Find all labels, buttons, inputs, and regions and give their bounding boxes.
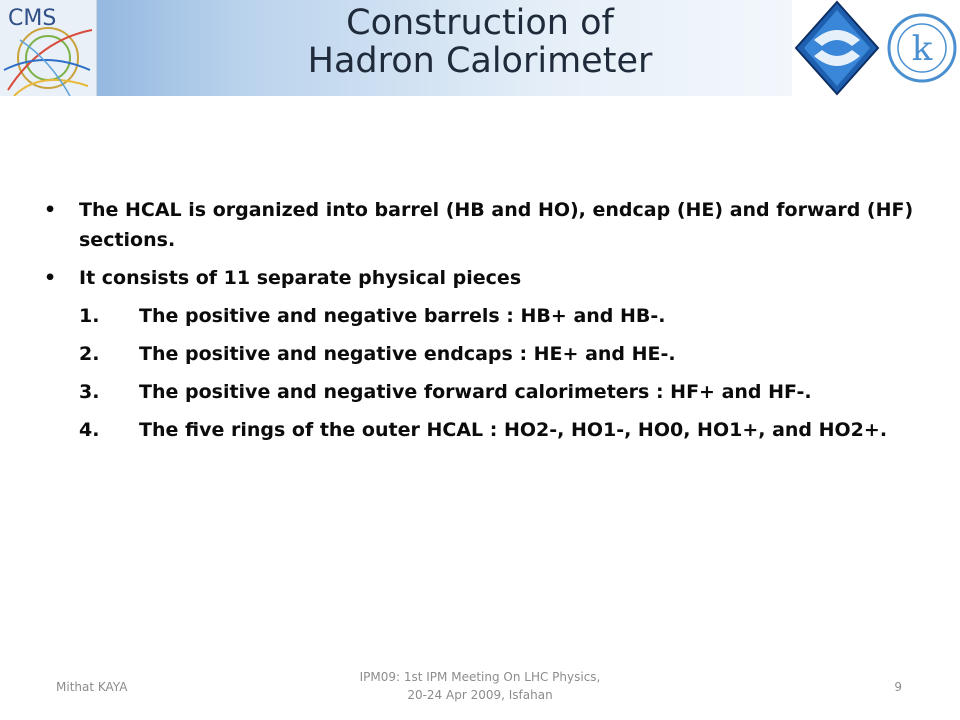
item-text: The positive and negative barrels : HB+ and HB-. (139, 305, 666, 327)
item-number: 3. (79, 381, 100, 403)
numbered-item (44, 415, 924, 445)
numbered-item (44, 339, 924, 369)
footer-page-number: 9 (894, 680, 902, 694)
university-seal-icon (886, 0, 958, 96)
item-text: The positive and negative endcaps : HE+ and HE-. (139, 343, 676, 365)
title-line-1: Construction of (346, 3, 614, 43)
bullet-dot-icon: • (44, 199, 57, 221)
footer-event-line-2: 20-24 Apr 2009, Isfahan (407, 688, 553, 702)
cms-logo (0, 0, 97, 96)
seal-letter: k (911, 29, 933, 69)
cms-logo-text: CMS (8, 6, 57, 31)
item-text: The positive and negative forward calorimeters : HF+ and HF-. (139, 381, 812, 403)
item-number: 4. (79, 419, 100, 441)
item-text: The five rings of the outer HCAL : HO2-, HO1-, HO0, HO1+, and HO2+. (139, 419, 888, 441)
bullet-item (44, 263, 924, 293)
diamond-logo-icon (794, 0, 880, 96)
numbered-item (44, 377, 924, 407)
footer (0, 660, 960, 720)
numbered-item (44, 301, 924, 331)
item-number: 1. (79, 305, 100, 327)
footer-event-line-1: IPM09: 1st IPM Meeting On LHC Physics, (359, 670, 601, 684)
bullet-item (44, 195, 924, 255)
bullet-dot-icon: • (44, 267, 57, 289)
footer-author: Mithat KAYA (56, 680, 128, 694)
bullet-list (44, 195, 924, 453)
bullet-text: It consists of 11 separate physical pieces (79, 267, 522, 289)
page-title (240, 4, 720, 80)
item-number: 2. (79, 343, 100, 365)
footer-event (330, 668, 630, 704)
bullet-text: The HCAL is organized into barrel (HB and HO), endcap (HE) and forward (HF) sections. (79, 199, 914, 251)
title-line-2: Hadron Calorimeter (307, 41, 653, 81)
